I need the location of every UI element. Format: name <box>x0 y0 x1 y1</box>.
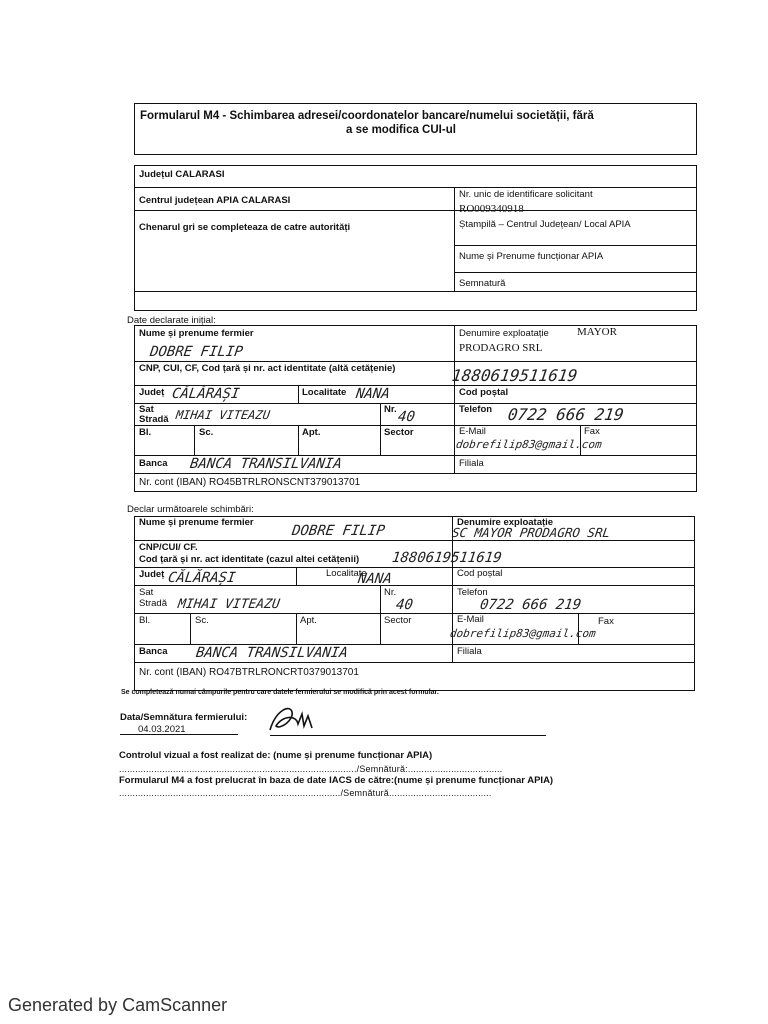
initial-apt-label: Apt. <box>302 427 321 438</box>
initial-nume-value: DOBRE FILIP <box>148 344 244 360</box>
initial-strada-value: MIHAI VITEAZU <box>175 408 271 422</box>
initial-telefon-value: 0722 666 219 <box>506 405 625 424</box>
changes-nr-label: Nr. <box>384 587 397 598</box>
initial-banca-value: BANCA TRANSILVANIA <box>188 456 343 472</box>
changes-sector-label: Sector <box>384 615 412 626</box>
semnatura-label: Semnatură <box>459 278 506 289</box>
date-value: 04.03.2021 <box>138 724 186 735</box>
initial-bl-label: Bl. <box>139 427 152 438</box>
changes-banca-value: BANCA TRANSILVANIA <box>194 645 349 661</box>
changes-section-label: Declar următoarele schimbări: <box>127 504 254 515</box>
nume-functionar-label: Nume și Prenume funcționar APIA <box>459 251 604 262</box>
changes-cod-postal-label: Cod poștal <box>457 568 503 579</box>
changes-iban: Nr. cont (IBAN) RO47BTRLRONCRT0379013701 <box>139 667 359 678</box>
changes-nr-value: 40 <box>394 597 414 613</box>
completion-note: Se completează numai câmpurile pentru care datele fermierului se modifică prin acest formular. <box>121 689 439 696</box>
changes-strada-label: Stradă <box>139 598 167 609</box>
initial-nr-label: Nr. <box>384 404 397 415</box>
control-dots: ......................................................................................../Semnătură:................................... <box>119 764 503 774</box>
changes-cnp-value: 1880619511619 <box>390 550 503 566</box>
data-semnatura-label: Data/Semnătura fermierului: <box>120 712 248 723</box>
initial-filiala-label: Filiala <box>459 458 484 469</box>
stampila-label: Ștampilă – Centrul Județean/ Local APIA <box>459 219 631 230</box>
changes-telefon-label: Telefon <box>457 587 488 598</box>
changes-email-value: dobrefilip83@gmail.com <box>449 627 597 640</box>
changes-sc-label: Sc. <box>195 615 209 626</box>
changes-strada-value: MIHAI VITEAZU <box>176 597 281 612</box>
changes-bl-label: Bl. <box>139 615 151 626</box>
initial-email-value: dobrefilip83@gmail.com <box>455 438 603 451</box>
initial-localitate-value: NANA <box>354 386 391 402</box>
changes-judet-value: CĂLĂRAȘI <box>166 570 237 586</box>
initial-denumire-label: Denumire exploatație <box>459 328 549 339</box>
form-title-line-1: Formularul M4 - Schimbarea adresei/coordonatelor bancare/numelui societății, fără <box>140 110 594 122</box>
changes-sat-label: Sat <box>139 587 154 598</box>
farmer-signature <box>262 700 322 738</box>
initial-sector-label: Sector <box>384 427 414 438</box>
initial-section-label: Date declarate inițial: <box>127 315 216 326</box>
initial-telefon-label: Telefon <box>459 404 493 415</box>
initial-denumire-value-2: PRODAGRO SRL <box>459 342 543 354</box>
changes-nume-value: DOBRE FILIP <box>290 523 386 539</box>
centru-judetean: Centrul județean APIA CALARASI <box>139 195 291 206</box>
initial-judet-value: CĂLĂRAȘI <box>170 386 241 402</box>
changes-banca-label: Banca <box>139 646 168 657</box>
initial-banca-label: Banca <box>139 458 168 469</box>
initial-iban: Nr. cont (IBAN) RO45BTRLRONSCNT379013701 <box>139 477 361 488</box>
initial-sat-label: Sat <box>139 404 154 415</box>
changes-cnp-label-1: CNP/CUI/ CF. <box>139 542 198 553</box>
initial-cnp-label: CNP, CUI, CF, Cod țară și nr. act identitate (altă cetățenie) <box>139 363 396 374</box>
control-text: Controlul vizual a fost realizat de: (nume și prenume funcționar APIA) <box>119 750 433 761</box>
initial-cnp-value: 1880619511619 <box>450 366 579 385</box>
changes-email-label: E-Mail <box>457 614 484 625</box>
initial-nume-label: Nume și prenume fermier <box>139 328 254 339</box>
changes-denumire-label: Denumire exploatație <box>457 517 554 528</box>
initial-localitate-label: Localitate <box>302 387 347 398</box>
changes-filiala-label: Filiala <box>457 646 482 657</box>
camscanner-watermark: Generated by CamScanner <box>8 995 228 1015</box>
initial-strada-label: Stradă <box>139 414 169 425</box>
changes-cnp-label-2: Cod țară și nr. act identitate (cazul altei cetățenii) <box>139 554 360 565</box>
prelucrat-text: Formularul M4 a fost prelucrat în baza de date IACS de către:(nume și prenume funcționar APIA) <box>119 775 554 786</box>
initial-fax-label: Fax <box>584 426 600 437</box>
nr-unic-label: Nr. unic de identificare solicitant <box>459 189 593 200</box>
prelucrat-dots: ................................................................................../Semnătură...................................... <box>119 788 492 798</box>
changes-denumire-value: SC MAYOR PRODAGRO SRL <box>451 525 612 540</box>
judet-authority: Județul CALARASI <box>139 169 225 180</box>
changes-judet-label: Județ <box>139 569 165 580</box>
changes-localitate-label: Localitate <box>326 568 367 579</box>
initial-nr-value: 40 <box>396 409 416 425</box>
chenar-note: Chenarul gri se completeaza de catre autorități <box>139 222 351 233</box>
initial-sc-label: Sc. <box>199 427 214 438</box>
changes-telefon-value: 0722 666 219 <box>478 597 583 613</box>
nr-unic-value: RO009340918 <box>459 203 524 215</box>
initial-judet-label: Județ <box>139 387 165 398</box>
initial-denumire-value-1: MAYOR <box>577 326 617 338</box>
initial-email-label: E-Mail <box>459 426 486 437</box>
initial-cod-postal-label: Cod poștal <box>459 387 509 398</box>
form-title-line-2: a se modifica CUI-ul <box>346 124 456 136</box>
changes-localitate-value: NANA <box>356 571 393 587</box>
farmer-signature-line <box>270 735 546 736</box>
changes-nume-label: Nume și prenume fermier <box>139 517 254 528</box>
changes-fax-label: Fax <box>598 616 614 627</box>
changes-apt-label: Apt. <box>300 615 317 626</box>
